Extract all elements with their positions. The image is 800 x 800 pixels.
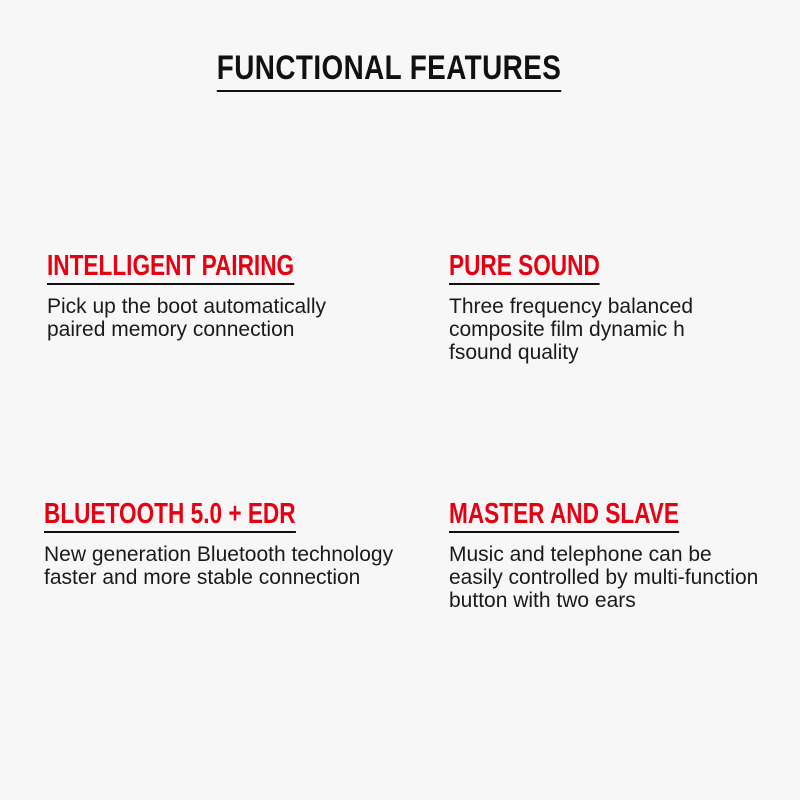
feature-bluetooth — [44, 498, 394, 589]
feature-description: New generation Bluetooth technology faster and more stable connection — [44, 543, 394, 589]
feature-title: BLUETOOTH 5.0 + EDR — [44, 498, 296, 533]
feature-title: PURE SOUND — [449, 250, 600, 285]
feature-description: Pick up the boot automatically paired memory connection — [47, 295, 326, 341]
page-title: FUNCTIONAL FEATURES — [217, 48, 561, 92]
page-title-wrapper — [0, 48, 778, 92]
feature-master-and-slave — [449, 498, 799, 612]
feature-description: Music and telephone can be easily controlled by multi-function button with two ears — [449, 543, 759, 612]
feature-title: INTELLIGENT PAIRING — [47, 250, 294, 285]
feature-intelligent-pairing — [47, 250, 397, 341]
feature-pure-sound — [449, 250, 799, 364]
feature-description: Three frequency balanced composite film dynamic h fsound quality — [449, 295, 693, 364]
feature-title: MASTER AND SLAVE — [449, 498, 679, 533]
